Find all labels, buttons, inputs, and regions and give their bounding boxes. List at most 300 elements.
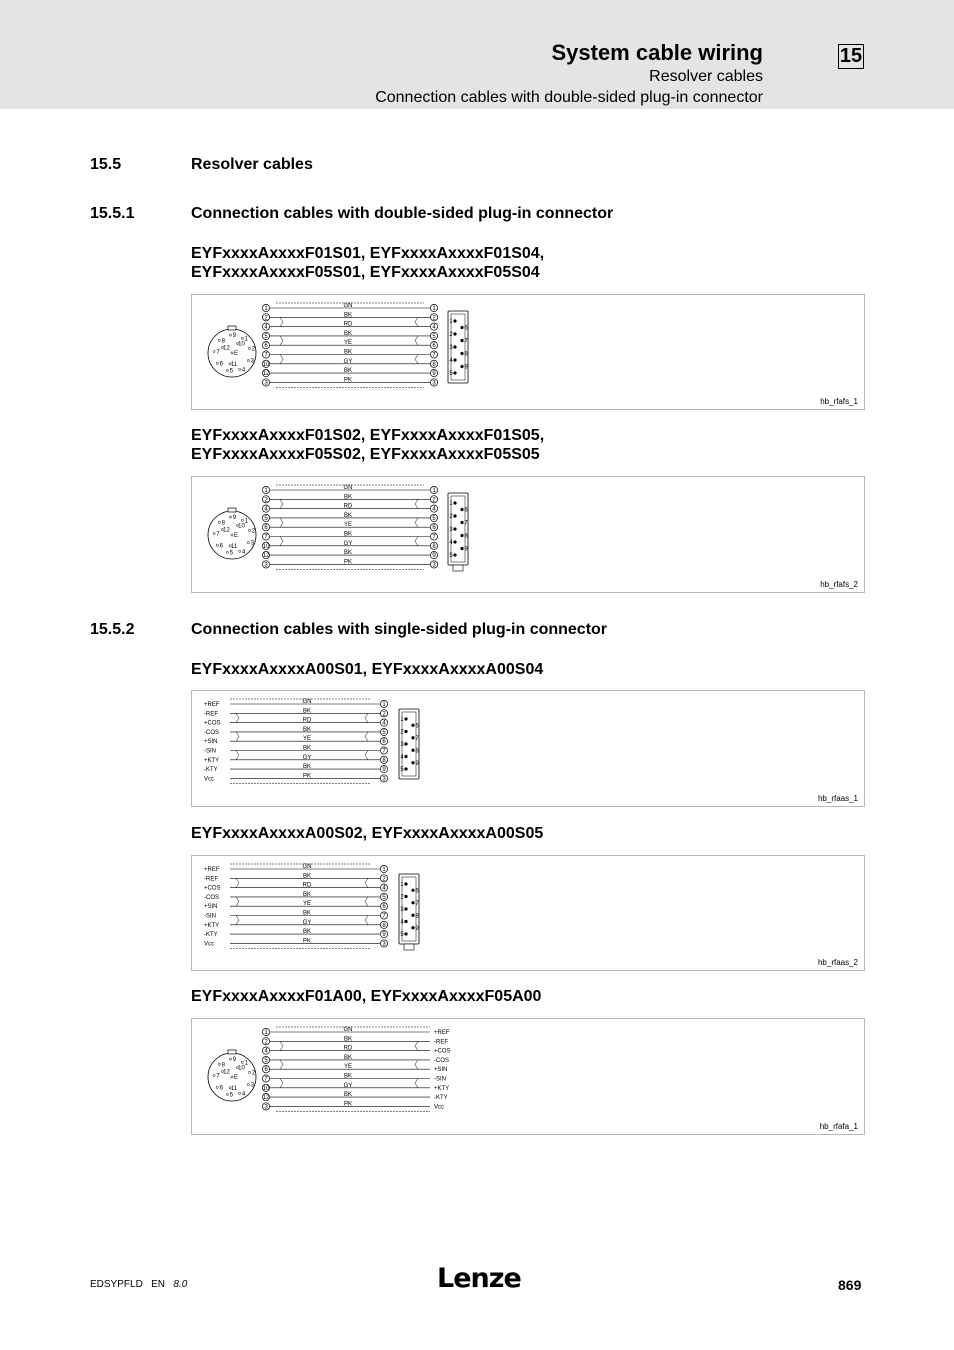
- dsub-pin-label-7: 7: [464, 338, 468, 345]
- round-pin-6: [216, 362, 218, 364]
- dsub-pin-label-5: 5: [400, 932, 404, 938]
- right-pin-3-label: 5: [432, 333, 436, 340]
- wiring-diagram-3: [191, 690, 865, 807]
- variant-heading-4: EYFxxxxAxxxxA00S02, EYFxxxxAxxxxA00S05: [191, 825, 544, 842]
- signal-label-6: +KTY: [204, 922, 220, 929]
- wire-color-2: RD: [302, 882, 312, 889]
- wire-color-1: BK: [302, 708, 312, 715]
- right-pin-4-label: 6: [382, 904, 386, 911]
- wire-color-5: BK: [343, 349, 353, 356]
- dsub-pin-2: [453, 332, 456, 335]
- dsub-pin-label-5: 5: [400, 767, 404, 773]
- round-pin-E: [231, 352, 233, 354]
- wire-color-6: GY: [302, 754, 312, 761]
- twist-left-1: [280, 336, 283, 345]
- wire-color-1: BK: [302, 873, 312, 880]
- dsub-pin-5: [453, 553, 456, 556]
- round-pin-4: [239, 368, 241, 370]
- right-pin-7-label: 9: [432, 553, 436, 560]
- dsub-pin-label-8: 8: [415, 748, 419, 755]
- dsub-pin-label-2: 2: [400, 894, 404, 901]
- chapter-number: 15: [839, 45, 863, 67]
- round-pin-label-3: 3: [250, 1082, 254, 1089]
- wire-color-1: BK: [343, 1036, 353, 1043]
- dsub-pin-label-5: 5: [449, 371, 453, 377]
- dsub-pin-label-3: 3: [400, 742, 404, 748]
- right-pin-0-label: 1: [432, 306, 436, 312]
- variant-heading-5: EYFxxxxAxxxxF01A00, EYFxxxxAxxxxF05A00: [191, 988, 542, 1005]
- left-pin-1-label: 2: [264, 315, 268, 322]
- dsub-pin-8: [460, 352, 463, 355]
- signal-label-1: -REF: [434, 1039, 448, 1046]
- twist-left-1: [280, 1060, 283, 1069]
- round-pin-label-10: 10: [238, 523, 245, 530]
- dsub-connector-tail: [404, 944, 414, 950]
- left-pin-6-label: 10: [262, 1085, 270, 1092]
- dsub-pin-label-2: 2: [400, 729, 404, 736]
- dsub-pin-7: [460, 521, 463, 524]
- round-pin-label-1: 1: [244, 1060, 248, 1067]
- round-pin-label-9: 9: [232, 333, 237, 340]
- round-pin-9: [229, 516, 231, 518]
- round-pin-3: [247, 360, 249, 362]
- round-pin-label-9: 9: [232, 515, 237, 522]
- twist-left-0: [236, 713, 239, 722]
- wiring-group: [208, 485, 468, 571]
- twist-right-0: [365, 713, 368, 722]
- right-pin-8-label: 3: [382, 941, 386, 948]
- left-pin-2-label: 4: [264, 506, 268, 513]
- dsub-pin-4: [404, 755, 407, 758]
- round-pin-6: [216, 1086, 218, 1088]
- dsub-pin-2: [404, 895, 407, 898]
- left-pin-0-label: 1: [264, 1030, 268, 1036]
- signal-label-7: -KTY: [204, 932, 218, 939]
- twist-left-0: [280, 317, 283, 326]
- wire-color-5: BK: [302, 910, 312, 917]
- left-pin-8-label: 3: [264, 562, 268, 569]
- twist-right-2: [415, 537, 418, 546]
- round-pin-label-11: 11: [230, 543, 238, 550]
- wiring-group: [208, 303, 468, 387]
- left-pin-0-label: 1: [264, 488, 268, 494]
- left-pin-3-label: 5: [264, 333, 268, 340]
- round-pin-5: [226, 551, 228, 553]
- round-pin-E: [231, 1076, 233, 1078]
- wire-color-0: GN: [343, 485, 353, 491]
- signal-label-7: -KTY: [204, 767, 218, 774]
- left-pin-4-label: 6: [264, 525, 268, 532]
- round-pin-label-6: 6: [219, 1085, 223, 1092]
- dsub-pin-label-9: 9: [415, 925, 419, 932]
- round-pin-4: [239, 550, 241, 552]
- page-number: 869: [838, 1277, 862, 1293]
- dsub-pin-3: [453, 527, 456, 530]
- left-pin-1-label: 2: [264, 497, 268, 504]
- twist-right-1: [365, 897, 368, 906]
- right-pin-2-label: 4: [432, 324, 436, 331]
- signal-label-0: +REF: [204, 702, 220, 708]
- wire-color-3: BK: [343, 330, 353, 337]
- round-pin-label-6: 6: [219, 543, 223, 550]
- wire-color-0: GN: [343, 303, 353, 309]
- wiring-group: [204, 864, 419, 950]
- round-pin-label-2: 2: [251, 1070, 256, 1077]
- signal-label-8: Vcc: [204, 776, 215, 783]
- wiring-diagram-2: [191, 476, 865, 593]
- variant-heading-2b: EYFxxxxAxxxxF05S02, EYFxxxxAxxxxF05S05: [191, 446, 540, 463]
- signal-label-5: -SIN: [434, 1076, 446, 1083]
- right-pin-3-label: 5: [382, 894, 386, 901]
- dsub-pin-6: [411, 724, 414, 727]
- wiring-group: [204, 699, 419, 783]
- figure-label-4: hb_rfaas_2: [817, 958, 858, 967]
- signal-label-4: +SIN: [204, 904, 218, 911]
- dsub-pin-9: [411, 761, 414, 764]
- dsub-pin-5: [404, 767, 407, 770]
- signal-label-5: -SIN: [204, 748, 216, 755]
- wire-color-8: PK: [302, 938, 312, 945]
- signal-label-6: +KTY: [434, 1085, 450, 1092]
- wire-color-5: BK: [343, 531, 353, 538]
- signal-label-3: -COS: [204, 729, 219, 736]
- twist-left-2: [280, 1079, 283, 1088]
- twist-left-2: [236, 916, 239, 925]
- round-pin-label-E: E: [233, 1075, 239, 1081]
- wire-color-3: BK: [343, 1054, 353, 1061]
- wire-color-3: BK: [343, 512, 353, 519]
- dsub-pin-4: [453, 358, 456, 361]
- signal-label-3: -COS: [204, 894, 219, 901]
- wiring-diagram-4: [191, 855, 865, 971]
- round-connector-key: [228, 508, 236, 512]
- dsub-pin-label-9: 9: [464, 546, 468, 553]
- dsub-pin-label-6: 6: [415, 723, 419, 730]
- dsub-pin-label-3: 3: [449, 345, 453, 351]
- wire-color-8: PK: [302, 773, 312, 780]
- wire-color-6: GY: [343, 1082, 353, 1089]
- dsub-pin-label-4: 4: [400, 919, 404, 926]
- round-pin-label-11: 11: [230, 361, 238, 368]
- dsub-pin-9: [460, 547, 463, 550]
- dsub-pin-label-7: 7: [415, 735, 419, 742]
- right-pin-6-label: 8: [432, 361, 436, 368]
- round-pin-label-8: 8: [221, 520, 225, 527]
- left-pin-5-label: 7: [264, 534, 268, 541]
- right-pin-0-label: 1: [382, 867, 386, 873]
- wire-color-0: GN: [343, 1027, 353, 1033]
- round-pin-label-7: 7: [216, 531, 220, 538]
- twist-right-1: [365, 732, 368, 741]
- dsub-pin-label-8: 8: [464, 351, 468, 358]
- left-pin-5-label: 7: [264, 352, 268, 359]
- twist-right-2: [365, 751, 368, 760]
- round-pin-label-4: 4: [241, 367, 246, 374]
- wire-color-8: PK: [343, 1101, 353, 1108]
- dsub-pin-label-1: 1: [400, 882, 404, 888]
- dsub-pin-label-9: 9: [415, 760, 419, 767]
- dsub-pin-label-1: 1: [449, 319, 453, 325]
- section-number-15-5: 15.5: [90, 156, 122, 173]
- round-pin-2: [248, 347, 250, 349]
- wire-color-5: BK: [343, 1073, 353, 1080]
- footer-doc-info: [90, 1279, 187, 1290]
- dsub-pin-label-8: 8: [464, 533, 468, 540]
- round-pin-1: [241, 1061, 243, 1063]
- dsub-pin-5: [404, 932, 407, 935]
- section-title-15-5: Resolver cables: [191, 156, 313, 173]
- variant-heading-1b: EYFxxxxAxxxxF05S01, EYFxxxxAxxxxF05S04: [191, 264, 540, 281]
- dsub-pin-1: [453, 501, 456, 504]
- wire-color-7: BK: [343, 368, 353, 375]
- round-pin-label-2: 2: [251, 528, 256, 535]
- left-pin-5-label: 7: [264, 1076, 268, 1083]
- variant-heading-1a: EYFxxxxAxxxxF01S01, EYFxxxxAxxxxF01S04,: [191, 245, 545, 262]
- dsub-pin-8: [411, 749, 414, 752]
- section-title-15-5-1: Connection cables with double-sided plug-in connector: [191, 205, 614, 222]
- twist-left-0: [236, 878, 239, 887]
- wire-color-4: YE: [302, 901, 312, 908]
- wire-color-1: BK: [343, 312, 353, 319]
- twist-right-2: [365, 916, 368, 925]
- dsub-pin-1: [404, 717, 407, 720]
- dsub-pin-2: [404, 730, 407, 733]
- twist-right-0: [365, 878, 368, 887]
- signal-label-4: +SIN: [434, 1067, 448, 1074]
- right-pin-5-label: 7: [382, 913, 386, 920]
- right-pin-4-label: 6: [382, 739, 386, 746]
- right-pin-6-label: 8: [382, 757, 386, 764]
- signal-label-2: +COS: [204, 720, 221, 727]
- twist-right-0: [415, 499, 418, 508]
- lenze-logo: Lenze: [437, 1263, 521, 1294]
- wiring-group: [208, 1027, 451, 1111]
- round-pin-5: [226, 369, 228, 371]
- wiring-diagram-1-svg: [192, 295, 864, 409]
- twist-left-1: [280, 518, 283, 527]
- dsub-pin-8: [411, 914, 414, 917]
- twist-right-2: [415, 1079, 418, 1088]
- wire-color-2: RD: [343, 321, 353, 328]
- round-pin-3: [247, 542, 249, 544]
- wire-color-2: RD: [343, 1045, 353, 1052]
- round-pin-1: [241, 337, 243, 339]
- round-pin-label-5: 5: [229, 550, 234, 557]
- signal-label-7: -KTY: [434, 1095, 448, 1102]
- dsub-pin-label-7: 7: [464, 520, 468, 527]
- dsub-pin-2: [453, 514, 456, 517]
- round-pin-label-12: 12: [223, 345, 230, 352]
- dsub-pin-label-4: 4: [449, 540, 453, 546]
- right-pin-1-label: 2: [382, 876, 386, 883]
- signal-label-1: -REF: [204, 876, 218, 883]
- left-pin-4-label: 6: [264, 1067, 268, 1074]
- page-title: System cable wiring: [551, 40, 763, 65]
- round-pin-label-2: 2: [251, 346, 256, 353]
- round-pin-label-E: E: [233, 533, 239, 539]
- round-pin-label-1: 1: [244, 336, 248, 343]
- twist-right-2: [415, 355, 418, 364]
- dsub-pin-label-3: 3: [449, 527, 453, 533]
- twist-right-1: [415, 1060, 418, 1069]
- left-pin-0-label: 1: [264, 306, 268, 312]
- dsub-connector-tail: [453, 565, 463, 571]
- footer-version: 8.0: [173, 1279, 188, 1290]
- round-pin-label-12: 12: [223, 527, 230, 534]
- left-pin-6-label: 10: [262, 543, 270, 550]
- left-pin-3-label: 5: [264, 1057, 268, 1064]
- signal-label-3: -COS: [434, 1057, 449, 1064]
- dsub-pin-3: [453, 345, 456, 348]
- right-pin-0-label: 1: [432, 488, 436, 494]
- figure-label-1: hb_rfafs_1: [820, 397, 858, 406]
- left-pin-7-label: 12: [262, 1095, 270, 1102]
- round-pin-label-12: 12: [223, 1069, 230, 1076]
- wire-color-2: RD: [343, 503, 353, 510]
- round-pin-label-8: 8: [221, 1062, 225, 1069]
- twist-left-1: [236, 897, 239, 906]
- dsub-pin-label-4: 4: [449, 358, 453, 364]
- right-pin-6-label: 8: [382, 922, 386, 929]
- wire-color-3: BK: [302, 726, 312, 733]
- signal-label-2: +COS: [434, 1048, 451, 1055]
- round-pin-label-11: 11: [230, 1085, 238, 1092]
- dsub-pin-5: [453, 371, 456, 374]
- right-pin-0-label: 1: [382, 702, 386, 708]
- round-pin-label-10: 10: [238, 1065, 245, 1072]
- section-title-15-5-2: Connection cables with single-sided plug-in connector: [191, 621, 608, 638]
- left-pin-7-label: 12: [262, 553, 270, 560]
- twist-right-0: [415, 317, 418, 326]
- wire-color-4: YE: [343, 1064, 353, 1071]
- right-pin-3-label: 5: [432, 515, 436, 522]
- right-pin-7-label: 9: [432, 371, 436, 378]
- footer-lang: EN: [151, 1279, 166, 1290]
- twist-left-0: [280, 499, 283, 508]
- dsub-pin-6: [460, 326, 463, 329]
- round-pin-label-E: E: [233, 351, 239, 357]
- wiring-diagram-3-svg: [192, 691, 864, 806]
- signal-label-8: Vcc: [204, 941, 215, 948]
- right-pin-4-label: 6: [432, 343, 436, 350]
- right-pin-5-label: 7: [382, 748, 386, 755]
- round-pin-label-5: 5: [229, 368, 234, 375]
- twist-left-1: [236, 732, 239, 741]
- round-pin-label-8: 8: [221, 338, 225, 345]
- right-pin-8-label: 3: [382, 776, 386, 783]
- right-pin-4-label: 6: [432, 525, 436, 532]
- round-pin-8: [218, 1063, 220, 1065]
- round-pin-label-7: 7: [216, 349, 220, 356]
- wiring-diagram-5-svg: [192, 1019, 864, 1134]
- left-pin-3-label: 5: [264, 515, 268, 522]
- left-pin-4-label: 6: [264, 343, 268, 350]
- right-pin-3-label: 5: [382, 729, 386, 736]
- round-pin-7: [213, 532, 215, 534]
- wire-color-3: BK: [302, 891, 312, 898]
- right-pin-8-label: 3: [432, 380, 436, 387]
- round-pin-label-1: 1: [244, 518, 248, 525]
- round-pin-6: [216, 544, 218, 546]
- twist-right-1: [415, 518, 418, 527]
- wire-color-5: BK: [302, 745, 312, 752]
- signal-label-0: +REF: [204, 867, 220, 873]
- round-pin-8: [218, 521, 220, 523]
- round-pin-1: [241, 519, 243, 521]
- right-pin-8-label: 3: [432, 562, 436, 569]
- twist-right-0: [415, 1041, 418, 1050]
- wire-color-4: YE: [302, 736, 312, 743]
- dsub-pin-7: [411, 901, 414, 904]
- twist-right-1: [415, 336, 418, 345]
- section-number-15-5-2: 15.5.2: [90, 621, 135, 638]
- wire-color-6: GY: [343, 358, 353, 365]
- round-pin-7: [213, 1074, 215, 1076]
- round-connector-key: [228, 1050, 236, 1054]
- right-pin-1-label: 2: [432, 315, 436, 322]
- round-pin-3: [247, 1084, 249, 1086]
- twist-left-2: [280, 355, 283, 364]
- left-pin-2-label: 4: [264, 324, 268, 331]
- variant-heading-2a: EYFxxxxAxxxxF01S02, EYFxxxxAxxxxF01S05,: [191, 427, 545, 444]
- twist-left-0: [280, 1041, 283, 1050]
- dsub-pin-7: [460, 339, 463, 342]
- wire-color-2: RD: [302, 717, 312, 724]
- dsub-pin-label-6: 6: [415, 888, 419, 895]
- signal-label-2: +COS: [204, 885, 221, 892]
- dsub-pin-label-3: 3: [400, 907, 404, 913]
- wire-color-7: BK: [302, 929, 312, 936]
- dsub-pin-9: [460, 365, 463, 368]
- figure-label-2: hb_rfafs_2: [820, 580, 858, 589]
- left-pin-2-label: 4: [264, 1048, 268, 1055]
- signal-label-6: +KTY: [204, 757, 220, 764]
- right-pin-2-label: 4: [382, 720, 386, 727]
- wiring-diagram-1: [191, 294, 865, 410]
- dsub-pin-8: [460, 534, 463, 537]
- wire-color-6: GY: [343, 540, 353, 547]
- right-pin-7-label: 9: [382, 767, 386, 774]
- dsub-pin-label-1: 1: [449, 501, 453, 507]
- left-pin-8-label: 3: [264, 1104, 268, 1111]
- twist-left-2: [236, 751, 239, 760]
- right-pin-1-label: 2: [432, 497, 436, 504]
- round-pin-9: [229, 334, 231, 336]
- round-pin-label-10: 10: [238, 341, 245, 348]
- round-pin-9: [229, 1058, 231, 1060]
- right-pin-6-label: 8: [432, 543, 436, 550]
- footer-doc-id: EDSYPFLD: [90, 1279, 143, 1290]
- wire-color-0: GN: [302, 864, 312, 870]
- round-pin-label-9: 9: [232, 1057, 237, 1064]
- wiring-diagram-5: [191, 1018, 865, 1135]
- signal-label-1: -REF: [204, 711, 218, 718]
- signal-label-0: +REF: [434, 1030, 450, 1036]
- wire-color-7: BK: [343, 550, 353, 557]
- dsub-pin-4: [453, 540, 456, 543]
- round-pin-label-3: 3: [250, 540, 254, 547]
- dsub-pin-3: [404, 742, 407, 745]
- dsub-pin-label-5: 5: [449, 553, 453, 559]
- wire-color-7: BK: [302, 764, 312, 771]
- wire-color-4: YE: [343, 522, 353, 529]
- left-pin-6-label: 10: [262, 361, 270, 368]
- round-connector-key: [228, 326, 236, 330]
- round-pin-2: [248, 529, 250, 531]
- dsub-pin-9: [411, 926, 414, 929]
- dsub-pin-label-4: 4: [400, 754, 404, 761]
- dsub-pin-6: [460, 508, 463, 511]
